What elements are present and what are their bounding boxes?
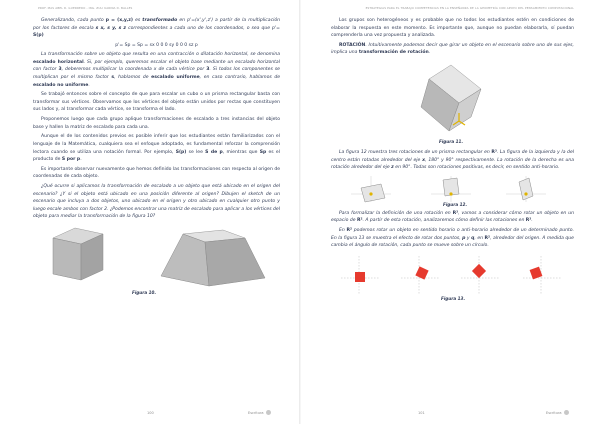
- right-body: [331, 17, 574, 302]
- prism-rotation-center: [431, 176, 471, 202]
- right-footer-brand: Escritura: [546, 410, 569, 415]
- rotated-cube-shape: [421, 65, 481, 131]
- left-footer-brand: Escritura: [248, 410, 271, 415]
- figure-12: [331, 174, 574, 210]
- left-paragraph-1: Generalizando, cada punto p = (x,y,z) es transformado en p'=(x',y',z') a partir de la multiplicación por los factores de escala s x, s y, s z correspondientes a cada uno de los coordenados, o sea que p'= S(p): [33, 18, 281, 39]
- figure-12-illustration: [331, 174, 574, 204]
- right-paragraph-1: Los grupos son heterogéneos y es probable que no todos los estudiantes estén en condiciones de elaborar la respuesta en este momento. Es importante que, aunque no puedan elaborarla, sí puedan comprenderla una vez propuesta y analizada.: [331, 18, 574, 39]
- figure-10-illustration: [33, 224, 280, 292]
- left-body: [33, 17, 280, 300]
- figure-13: [331, 252, 574, 302]
- prism-rotation-left: [351, 176, 391, 202]
- left-paragraph-4: Proponemos luego que cada grupo aplique transformaciones de escalado a tres instancias del objeto base y hallen la matriz de escalado para cada una.: [33, 117, 280, 130]
- figure-11: [331, 59, 574, 149]
- figure-13-illustration: [331, 252, 574, 296]
- figure-13-caption: Figura 13.: [441, 296, 466, 302]
- right-paragraph-4: Para formalizar la definición de una rotación en R³, vamos a considerar cómo rotar un objeto en un espacio de R². A partir de esta rotación, analizaremos cómo definir las rotaciones en R³.: [331, 210, 574, 224]
- rotation-step-2: [401, 256, 439, 294]
- left-paragraph-2: La transformación sobre un objeto que resulta en una contracción o dilatación horizontal, se denomina escalado horizontal. Si, por ejemplo, queremos escalar el objeto base mediante un escalado horizontal con factor 3, deberemos multiplicar la coordenada x de cada vértice por 3. Si todos los componentes se multiplican por el mismo factor s, hablamos de escalado uniforme, en caso contrario, hablamos de escalado no uniforme.: [33, 52, 281, 88]
- left-page-number: 100: [147, 411, 154, 415]
- right-paragraph-3: La figura 12 muestra tres rotaciones de un prisma rectangular en R³. La figura de la izquierda y la del centro están rotadas alrededor del eje x, 180° y 90° respectivamente. La rotación de la derecha es una rotación alrededor del eje z en 90°. Todas son rotaciones positivas, es decir, en sentido anti-horario.: [331, 150, 575, 171]
- rotation-step-3: [461, 256, 499, 294]
- frustum-shape: [161, 230, 265, 286]
- right-page: [300, 0, 600, 424]
- right-paragraph-5: En R² podemos rotar un objeto en sentido horario o anti-horario alrededor de un determinado punto. En la figura 13 se muestra el efecto de rotar dos puntos, p y q, en R², alrededor del origen. A medida que cambia el ángulo de rotación, cada punto se mueve sobre un círculo.: [331, 228, 574, 249]
- right-running-header: ESTRATEGIAS PARA EL TRABAJO COMPETENCIAS EN LA ENSEÑANZA DE LA GEOMETRÍA CON APOYO DEL PENSAMIENTO COMPUTACIONAL: [365, 6, 574, 10]
- figure-11-illustration: [331, 59, 574, 139]
- brand-dot-icon: [564, 410, 569, 415]
- scaling-formula: p'= Sp = Sp = sx 0 0 0 sy 0 0 0 sz p: [115, 42, 198, 48]
- left-paragraph-6: Es importante observar nuevamente que hemos definido las transformaciones con respecto al origen de coordenadas de cada objeto.: [33, 166, 280, 180]
- rotation-step-1: [341, 256, 379, 294]
- figure-12-caption: Figura 12.: [443, 201, 468, 207]
- figure-11-caption: Figura 11.: [439, 139, 464, 145]
- left-paragraph-3: Se trabajó entonces sobre el concepto de que para escalar un cubo o un prisma rectangular basta con transformar sus vértices. Observamos que los vértices del objeto están unidos por rectas que constituyen sus lados y, al transformar cada vértice, se transforma el lado.: [33, 92, 280, 113]
- cube-shape: [53, 228, 103, 280]
- left-paragraph-7: ¿Qué ocurre si aplicamos la transformación de escalado a un objeto que está ubicado en el origen del escenario? ¿Y si el objeto está ubicado en una posición diferente al origen? Dibujen el sketch de un escenario que incluya a dos objetos, uno ubicado en el origen y otro ubicado en cualquier otro punto y luego escale ambos con factor 2. ¿Podemos encontrar una matriz de escalado para aplicar a los vértices del objeto para mediar la transformación de la figura 10?: [33, 184, 280, 220]
- figure-10-caption: Figura 10.: [132, 289, 157, 295]
- prism-rotation-right: [506, 176, 546, 202]
- right-paragraph-2: ROTACIÓN. Intuitivamente podemos decir que girar un objeto en el escenario sobre uno de sus ejes, implica una transformación de rotación.: [331, 42, 574, 56]
- left-running-header: PROF. MAS ABEL D. GUERRERO - ING. ZULI KARINA D. BALLES: [38, 6, 133, 10]
- rotation-step-4: [523, 256, 561, 294]
- brand-dot-icon: [266, 410, 271, 415]
- right-page-number: 101: [418, 411, 425, 415]
- figure-10: [33, 224, 280, 300]
- left-paragraph-5: Aunque el de los contenidos previos es posible inferir que los estudiantes están familiarizados con el lenguaje de la Matemática, cualquiera sea el enfoque adoptado, es fundamental reforzar la comprensión lectora cuando se utiliza una notación formal. Por ejemplo, S(p) se lee S de p, mientras que Sp es el producto de S por p.: [33, 134, 280, 163]
